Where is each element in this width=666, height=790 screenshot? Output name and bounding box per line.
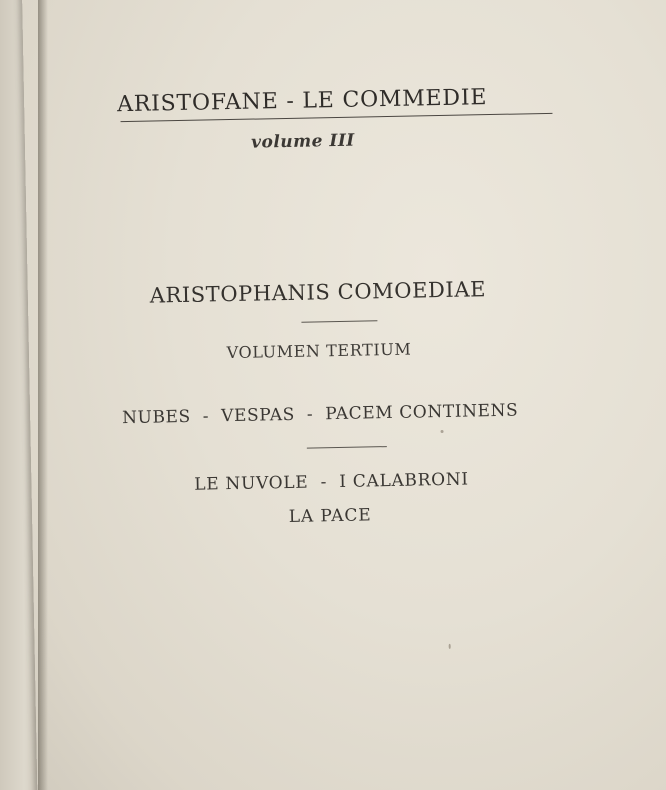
latin-volume: VOLUMEN TERTIUM bbox=[226, 339, 412, 363]
divider-rule bbox=[301, 320, 377, 322]
paper-speck bbox=[449, 644, 451, 649]
paper-speck bbox=[441, 430, 444, 433]
italian-titles-line-2: LA PACE bbox=[288, 505, 372, 527]
gutter-shadow bbox=[38, 0, 48, 790]
title-page bbox=[22, 0, 666, 790]
italian-titles-line-1: LE NUVOLE - I CALABRONI bbox=[194, 469, 469, 495]
latin-contents: NUBES - VESPAS - PACEM CONTINENS bbox=[121, 400, 519, 429]
volume-number: volume III bbox=[250, 130, 355, 153]
running-title: ARISTOFANE - LE COMMEDIE bbox=[116, 85, 488, 118]
latin-title: ARISTOPHANIS COMOEDIAE bbox=[149, 277, 487, 308]
divider-rule bbox=[307, 446, 387, 449]
